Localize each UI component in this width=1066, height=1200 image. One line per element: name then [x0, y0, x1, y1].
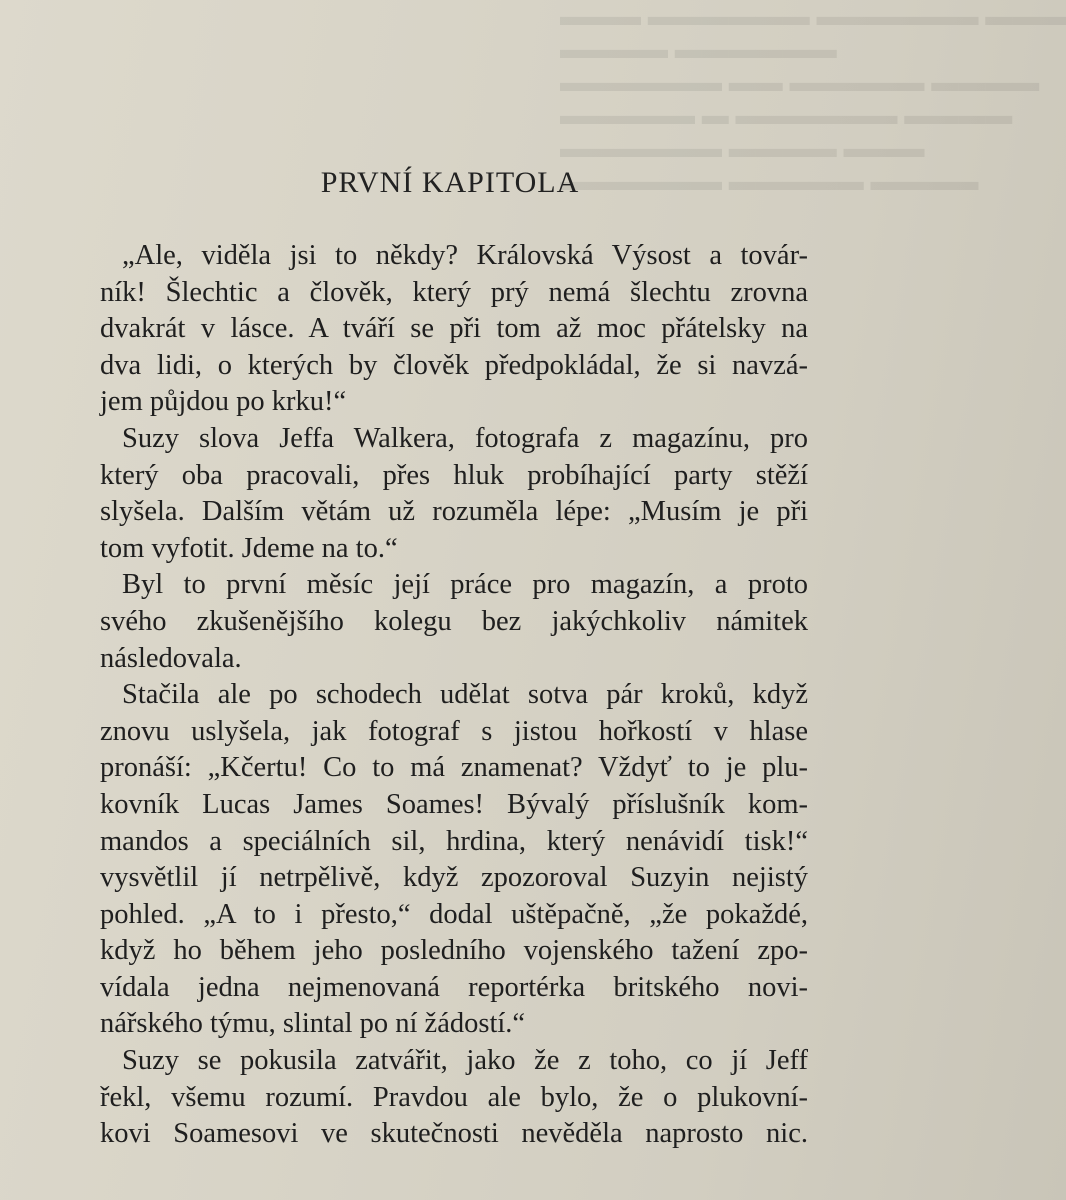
text-line: pronáší: „Kčertu! Co to má znamenat? Vždyť to je plu- — [100, 752, 808, 784]
text-line: následovala. — [100, 642, 242, 674]
text-line: tom vyfotit. Jdeme na to.“ — [100, 532, 398, 564]
text-line: Byl to první měsíc její práce pro magazín, a proto — [122, 569, 808, 601]
text-line: znovu uslyšela, jak fotograf s jistou hořkostí v hlase — [100, 715, 808, 747]
text-line: Stačila ale po schodech udělat sotva pár kroků, když — [122, 679, 808, 711]
text-line: dvakrát v lásce. A tváří se při tom až moc přátelsky na — [100, 313, 808, 345]
body-text — [100, 238, 808, 1153]
text-line: který oba pracovali, přes hluk probíhající party stěží — [100, 459, 808, 491]
text-line: pohled. „A to i přesto,“ dodal uštěpačně, „že pokaždé, — [100, 898, 808, 930]
text-line: dva lidi, o kterých by člověk předpokládal, že si navzá- — [100, 349, 808, 381]
text-line: vysvětlil jí netrpělivě, když zpozoroval Suzyin nejistý — [100, 862, 808, 894]
text-line: svého zkušenějšího kolegu bez jakýchkoliv námitek — [100, 605, 808, 637]
text-line: Suzy slova Jeffa Walkera, fotografa z magazínu, pro — [122, 422, 808, 454]
text-line: řekl, všemu rozumí. Pravdou ale bylo, že o plukovní- — [100, 1081, 808, 1113]
text-line: kovník Lucas James Soames! Bývalý příslušník kom- — [100, 788, 808, 820]
text-line: slyšela. Dalším větám už rozuměla lépe: „Musím je při — [100, 496, 808, 528]
text-line: mandos a speciálních sil, hrdina, který nenávidí tisk!“ — [100, 825, 808, 857]
text-line: jem půjdou po krku!“ — [100, 386, 347, 418]
text-line: Suzy se pokusila zatvářit, jako že z toho, co jí Jeff — [122, 1045, 808, 1077]
text-line: „Ale, viděla jsi to někdy? Královská Výsost a továr- — [122, 240, 808, 271]
text-line: když ho během jeho posledního vojenského tažení zpo- — [100, 935, 808, 967]
chapter-title: PRVNÍ KAPITOLA — [320, 166, 580, 199]
text-line: nářského týmu, slintal po ní žádostí.“ — [100, 1008, 526, 1040]
show-through-text: ▬▬▬ ▬▬▬▬▬▬ ▬▬▬▬▬▬ ▬▬▬ ▬▬▬▬ ▬▬▬▬▬▬ ▬▬▬▬▬▬ ▬▬ ▬▬▬▬▬ ▬▬▬▬ ▬▬▬▬▬ ▬ ▬▬▬▬▬▬ ▬▬▬▬ ▬▬▬▬▬▬ ▬▬▬▬ ▬▬▬ ▬▬▬▬▬▬ ▬▬▬▬▬ ▬▬▬▬ — [560, 1, 1066, 196]
text-line: vídala jedna nejmenovaná reportérka britského novi- — [100, 971, 808, 1003]
text-line: kovi Soamesovi ve skutečnosti nevěděla naprosto nic. — [100, 1118, 808, 1150]
text-line: ník! Šlechtic a člověk, který prý nemá šlechtu zrovna — [100, 276, 808, 308]
